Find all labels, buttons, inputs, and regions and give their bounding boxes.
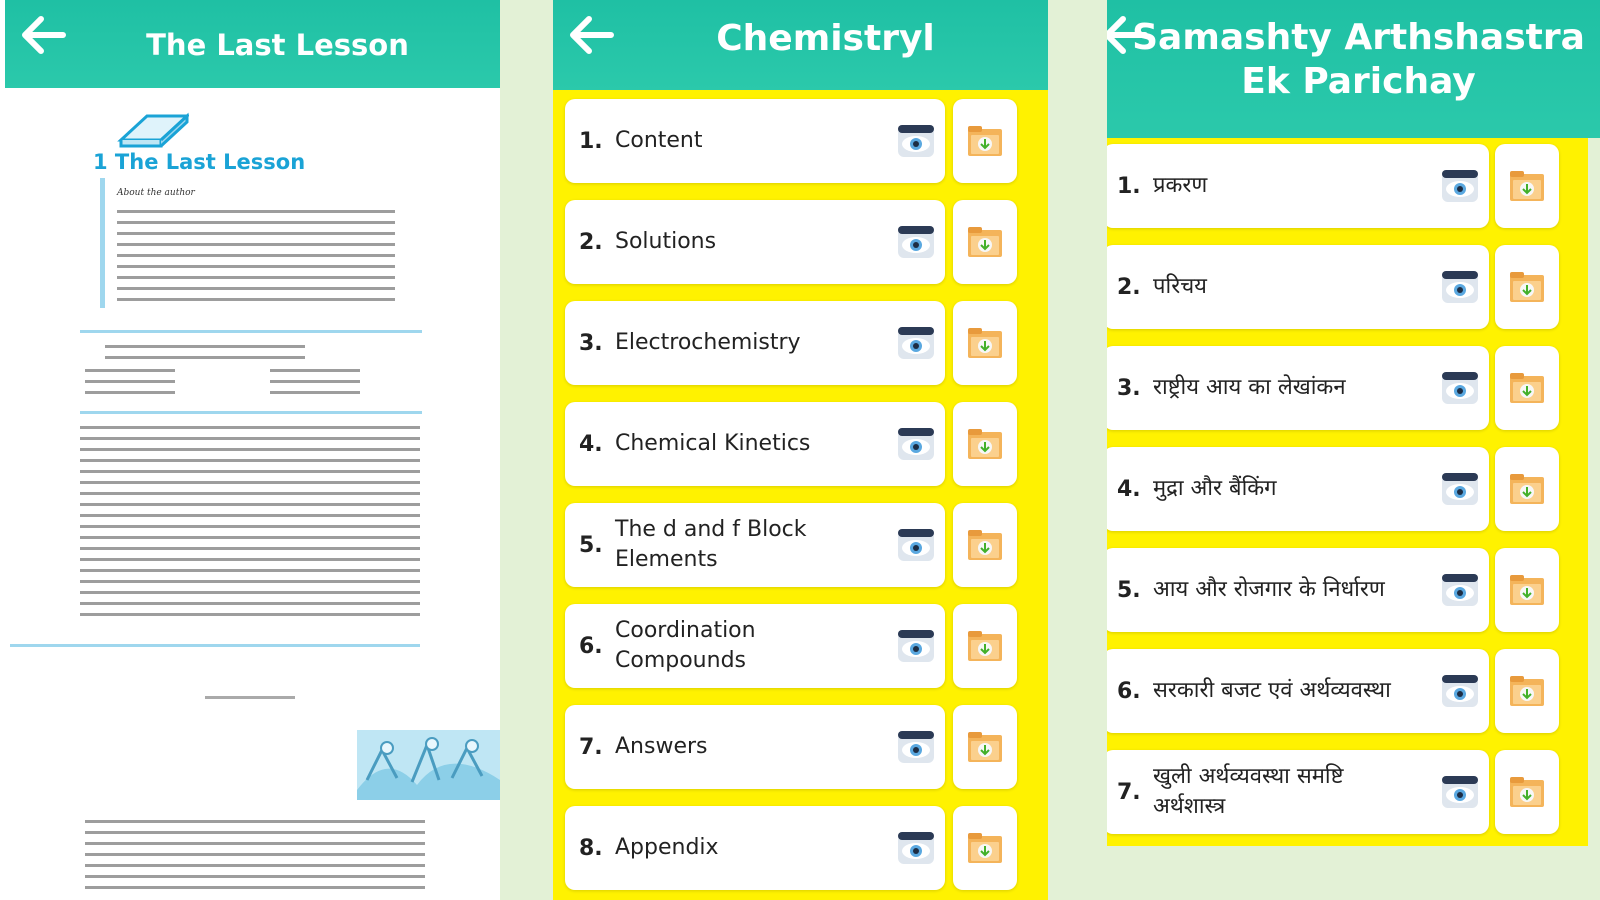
folder-download-icon	[1509, 372, 1545, 404]
list-item	[553, 800, 1048, 900]
item-number: 3.	[579, 330, 603, 356]
download-button[interactable]	[953, 200, 1017, 284]
list-item	[1107, 441, 1588, 543]
list-item	[553, 93, 1048, 195]
chapter-list	[1107, 138, 1588, 830]
download-button[interactable]	[953, 806, 1017, 890]
eye-icon[interactable]	[1441, 471, 1479, 507]
chapter-card[interactable]	[565, 301, 945, 385]
about-author-label: About the author	[117, 188, 195, 198]
item-label: परिचय	[1153, 274, 1207, 299]
chapter-card[interactable]	[565, 604, 945, 688]
list-item	[553, 194, 1048, 296]
chapter-card[interactable]	[1107, 750, 1489, 834]
download-button[interactable]	[953, 99, 1017, 183]
item-number: 1.	[579, 128, 603, 154]
item-number: 8.	[579, 835, 603, 861]
app-header	[5, 0, 500, 88]
back-arrow-icon[interactable]	[565, 10, 619, 60]
folder-download-icon	[967, 226, 1003, 258]
download-button[interactable]	[953, 402, 1017, 486]
download-button[interactable]	[953, 705, 1017, 789]
item-label: Solutions	[615, 229, 717, 254]
item-label: प्रकरण	[1153, 173, 1208, 198]
download-button[interactable]	[953, 301, 1017, 385]
eye-icon[interactable]	[897, 123, 935, 159]
page-title: Samashty Arthshastra Ek Parichay	[1132, 17, 1585, 102]
doc-viewer-panel	[0, 0, 500, 900]
folder-download-icon	[1509, 473, 1545, 505]
birds-illustration	[357, 730, 500, 800]
folder-download-icon	[967, 327, 1003, 359]
eye-icon[interactable]	[897, 527, 935, 563]
eye-icon[interactable]	[1441, 572, 1479, 608]
eye-icon[interactable]	[897, 729, 935, 765]
item-number: 1.	[1117, 173, 1141, 199]
item-number: 4.	[1117, 476, 1141, 502]
economics-panel	[1107, 0, 1600, 900]
eye-icon[interactable]	[1441, 673, 1479, 709]
item-number: 5.	[579, 532, 603, 558]
chapter-card[interactable]	[565, 503, 945, 587]
document-page[interactable]	[5, 88, 500, 900]
list-item	[1107, 542, 1588, 644]
download-button[interactable]	[953, 604, 1017, 688]
item-label: Content	[615, 128, 703, 153]
eye-icon[interactable]	[1441, 269, 1479, 305]
item-number: 7.	[1117, 779, 1141, 805]
folder-download-icon	[1509, 675, 1545, 707]
eye-icon[interactable]	[897, 426, 935, 462]
page-title: Chemistryl	[716, 18, 935, 59]
list-item	[553, 598, 1048, 700]
expressions-box	[80, 330, 422, 414]
list-item	[553, 295, 1048, 397]
chapter-card[interactable]	[1107, 649, 1489, 733]
chapter-card[interactable]	[1107, 548, 1489, 632]
download-button[interactable]	[1495, 750, 1559, 834]
folder-download-icon	[967, 428, 1003, 460]
chapter-card[interactable]	[1107, 447, 1489, 531]
chapter-card[interactable]	[1107, 144, 1489, 228]
item-label: The d and f Block Elements	[615, 517, 807, 572]
item-number: 7.	[579, 734, 603, 760]
chapter-card[interactable]	[565, 200, 945, 284]
page-divider	[10, 644, 420, 647]
item-label: Chemical Kinetics	[615, 431, 811, 456]
item-label: Electrochemistry	[615, 330, 801, 355]
chapter-heading: 1 The Last Lesson	[93, 150, 306, 174]
eye-icon[interactable]	[897, 628, 935, 664]
folder-download-icon	[967, 731, 1003, 763]
item-number: 6.	[579, 633, 603, 659]
list-item	[1107, 643, 1588, 745]
item-number: 6.	[1117, 678, 1141, 704]
folder-download-icon	[1509, 574, 1545, 606]
item-number: 2.	[579, 229, 603, 255]
eye-icon[interactable]	[897, 830, 935, 866]
eye-icon[interactable]	[1441, 370, 1479, 406]
chapter-card[interactable]	[1107, 245, 1489, 329]
download-button[interactable]	[1495, 447, 1559, 531]
eye-icon[interactable]	[897, 224, 935, 260]
eye-icon[interactable]	[897, 325, 935, 361]
list-item	[553, 699, 1048, 801]
list-item	[1107, 239, 1588, 341]
item-label: Appendix	[615, 835, 719, 860]
download-button[interactable]	[953, 503, 1017, 587]
folder-download-icon	[967, 832, 1003, 864]
folder-download-icon	[967, 125, 1003, 157]
item-label: खुली अर्थव्यवस्था समष्टि अर्थशास्त्र	[1153, 764, 1344, 819]
chapter-card[interactable]	[565, 99, 945, 183]
eye-icon[interactable]	[1441, 168, 1479, 204]
app-header	[1107, 0, 1600, 138]
folder-download-icon	[1509, 170, 1545, 202]
item-label: मुद्रा और बैंकिंग	[1153, 476, 1277, 501]
download-button[interactable]	[1495, 346, 1559, 430]
chemistry-panel	[553, 0, 1048, 900]
download-button[interactable]	[1495, 649, 1559, 733]
heading-bar	[100, 178, 105, 308]
folder-download-icon	[967, 630, 1003, 662]
list-item	[1107, 138, 1588, 240]
list-item	[553, 396, 1048, 498]
list-item	[553, 497, 1048, 599]
download-button[interactable]	[1495, 548, 1559, 632]
eye-icon[interactable]	[1441, 774, 1479, 810]
back-arrow-icon[interactable]	[17, 10, 71, 60]
item-label: सरकारी बजट एवं अर्थव्यवस्था	[1153, 678, 1391, 703]
download-button[interactable]	[1495, 144, 1559, 228]
app-header	[553, 0, 1048, 90]
item-label: Coordination Compounds	[615, 618, 756, 673]
item-number: 2.	[1117, 274, 1141, 300]
story-continued	[85, 820, 425, 897]
item-label: राष्ट्रीय आय का लेखांकन	[1153, 375, 1346, 400]
item-number: 4.	[579, 431, 603, 457]
item-label: आय और रोजगार के निर्धारण	[1153, 577, 1385, 602]
author-paragraph	[117, 210, 395, 309]
folder-download-icon	[1509, 776, 1545, 808]
item-number: 5.	[1117, 577, 1141, 603]
story-paragraph	[80, 426, 420, 624]
item-number: 3.	[1117, 375, 1141, 401]
folder-download-icon	[1509, 271, 1545, 303]
download-button[interactable]	[1495, 245, 1559, 329]
item-label: Answers	[615, 734, 708, 759]
list-item	[1107, 744, 1588, 846]
chapter-card[interactable]	[1107, 346, 1489, 430]
chapter-card[interactable]	[565, 806, 945, 890]
folder-download-icon	[967, 529, 1003, 561]
chapter-card[interactable]	[565, 402, 945, 486]
page-title: The Last Lesson	[146, 28, 409, 62]
chapter-card[interactable]	[565, 705, 945, 789]
list-item	[1107, 340, 1588, 442]
book-icon	[117, 110, 189, 150]
page-footer-line	[205, 696, 295, 699]
